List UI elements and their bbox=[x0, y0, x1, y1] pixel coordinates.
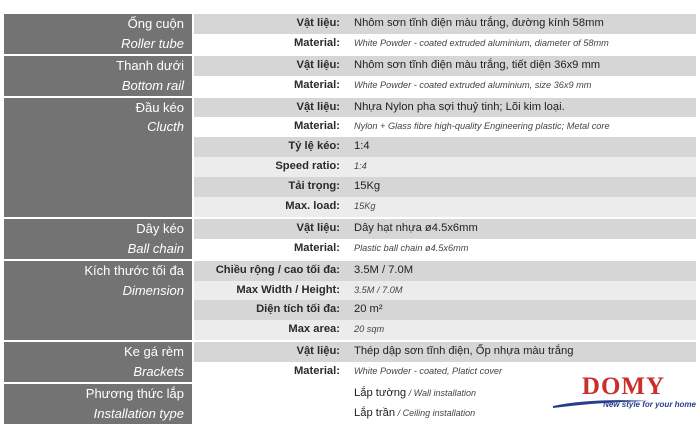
spec-row bbox=[194, 261, 696, 281]
spec-label: Material: bbox=[293, 78, 340, 91]
category-cell bbox=[4, 342, 194, 382]
category-name-en: Dimension bbox=[122, 282, 184, 298]
install-type-en: / Ceiling installation bbox=[395, 407, 476, 418]
spec-group-ball-chain bbox=[4, 219, 696, 261]
spec-label: Max. load: bbox=[285, 200, 340, 213]
spec-value: Nhôm sơn tĩnh điện màu trắng, tiết diện 36x9 mm bbox=[354, 58, 601, 71]
spec-value: 1:4 bbox=[354, 161, 367, 172]
spec-label: Tải trọng: bbox=[288, 180, 340, 193]
spec-row bbox=[194, 34, 696, 54]
category-name-vi: Ống cuộn bbox=[127, 16, 184, 31]
spec-value: 15Kg bbox=[354, 201, 376, 212]
spec-label: Vật liệu: bbox=[296, 100, 340, 113]
spec-value: Plastic ball chain ø4.5x6mm bbox=[354, 242, 469, 253]
spec-value: 20 m² bbox=[354, 303, 383, 316]
category-cell bbox=[4, 56, 194, 96]
spec-label: Vật liệu: bbox=[296, 58, 340, 71]
domy-logo bbox=[551, 374, 696, 416]
spec-label bbox=[194, 384, 354, 404]
spec-row bbox=[194, 157, 696, 177]
install-type-vi: Lắp tường bbox=[354, 387, 407, 400]
logo-wordmark: DOMY bbox=[581, 373, 666, 400]
spec-label: Material: bbox=[293, 365, 340, 378]
spec-value: Nhựa Nylon pha sợi thuỷ tinh; Lõi kim loại. bbox=[354, 100, 565, 113]
category-name-vi: Thanh dưới bbox=[116, 57, 184, 73]
spec-value: Dây hạt nhựa ø4.5x6mm bbox=[354, 221, 478, 234]
category-cell bbox=[4, 98, 194, 217]
spec-group-clutch bbox=[4, 98, 696, 219]
spec-value: 3.5M / 7.0M bbox=[354, 284, 403, 295]
category-name-vi: Kích thước tối đa bbox=[84, 262, 184, 278]
spec-row bbox=[194, 177, 696, 197]
category-name-en: Brackets bbox=[133, 364, 184, 380]
spec-group-dimension bbox=[4, 261, 696, 343]
spec-label: Vật liệu: bbox=[296, 221, 340, 234]
spec-label: Vật liệu: bbox=[296, 345, 340, 358]
spec-row bbox=[194, 281, 696, 301]
spec-row bbox=[194, 76, 696, 96]
spec-row bbox=[194, 137, 696, 157]
spec-label: Diện tích tối đa: bbox=[256, 303, 340, 316]
category-name-en: Installation type bbox=[93, 405, 184, 421]
spec-value: Nhôm sơn tĩnh điện màu trắng, đường kính 58mm bbox=[354, 17, 604, 29]
spec-row bbox=[194, 342, 696, 362]
spec-label: Tỷ lệ kéo: bbox=[288, 140, 340, 153]
category-cell bbox=[4, 219, 194, 259]
spec-value: Thép dập sơn tĩnh điện, Ốp nhựa màu trắng bbox=[354, 345, 574, 358]
category-cell bbox=[4, 14, 194, 54]
spec-value: 20 sqm bbox=[354, 324, 385, 335]
spec-label: Speed ratio: bbox=[275, 160, 340, 173]
category-name-en: Roller tube bbox=[121, 35, 184, 51]
spec-row bbox=[194, 98, 696, 118]
spec-table bbox=[4, 14, 696, 426]
spec-label: Chiều rộng / cao tối đa: bbox=[215, 263, 340, 276]
category-name-vi: Ke gá rèm bbox=[124, 344, 184, 360]
category-cell bbox=[4, 384, 194, 424]
spec-value: White Powder - coated, Platict cover bbox=[354, 366, 503, 377]
spec-label: Material: bbox=[293, 120, 340, 133]
spec-label: Material: bbox=[293, 241, 340, 254]
spec-row bbox=[194, 117, 696, 137]
spec-group-roller-tube bbox=[4, 14, 696, 56]
category-name-en: Ball chain bbox=[127, 240, 184, 256]
category-name-vi: Đầu kéo bbox=[135, 99, 184, 115]
category-name-en: Bottom rail bbox=[121, 77, 184, 93]
spec-row bbox=[194, 300, 696, 320]
spec-value: 15Kg bbox=[354, 180, 381, 193]
spec-label: Vật liệu: bbox=[296, 17, 340, 29]
install-type-vi: Lắp trần bbox=[354, 406, 396, 419]
spec-row bbox=[194, 320, 696, 340]
spec-row bbox=[194, 239, 696, 259]
install-type-en: / Wall installation bbox=[406, 388, 477, 399]
spec-value: 3.5M / 7.0M bbox=[354, 263, 414, 276]
spec-value: 1:4 bbox=[354, 140, 370, 153]
spec-value: Nylon + Glass fibre high-quality Engineering plastic; Metal core bbox=[354, 121, 610, 132]
spec-row bbox=[194, 14, 696, 34]
spec-value: White Powder - coated extruded aluminium, diameter of 58mm bbox=[354, 37, 609, 48]
category-name-en: Clucth bbox=[147, 119, 184, 135]
logo-tagline: New style for your home bbox=[603, 400, 696, 409]
category-name-vi: Dây kéo bbox=[136, 220, 184, 236]
spec-value: White Powder - coated extruded aluminium, size 36x9 mm bbox=[354, 79, 592, 90]
spec-row bbox=[194, 219, 696, 239]
spec-group-bottom-rail bbox=[4, 56, 696, 98]
spec-label bbox=[194, 404, 354, 424]
spec-label: Material: bbox=[293, 36, 340, 49]
spec-row bbox=[194, 197, 696, 217]
category-cell bbox=[4, 261, 194, 341]
spec-label: Max area: bbox=[288, 323, 340, 336]
spec-label: Max Width / Height: bbox=[236, 283, 340, 296]
spec-row bbox=[194, 56, 696, 76]
category-name-vi: Phương thức lắp bbox=[85, 386, 184, 402]
